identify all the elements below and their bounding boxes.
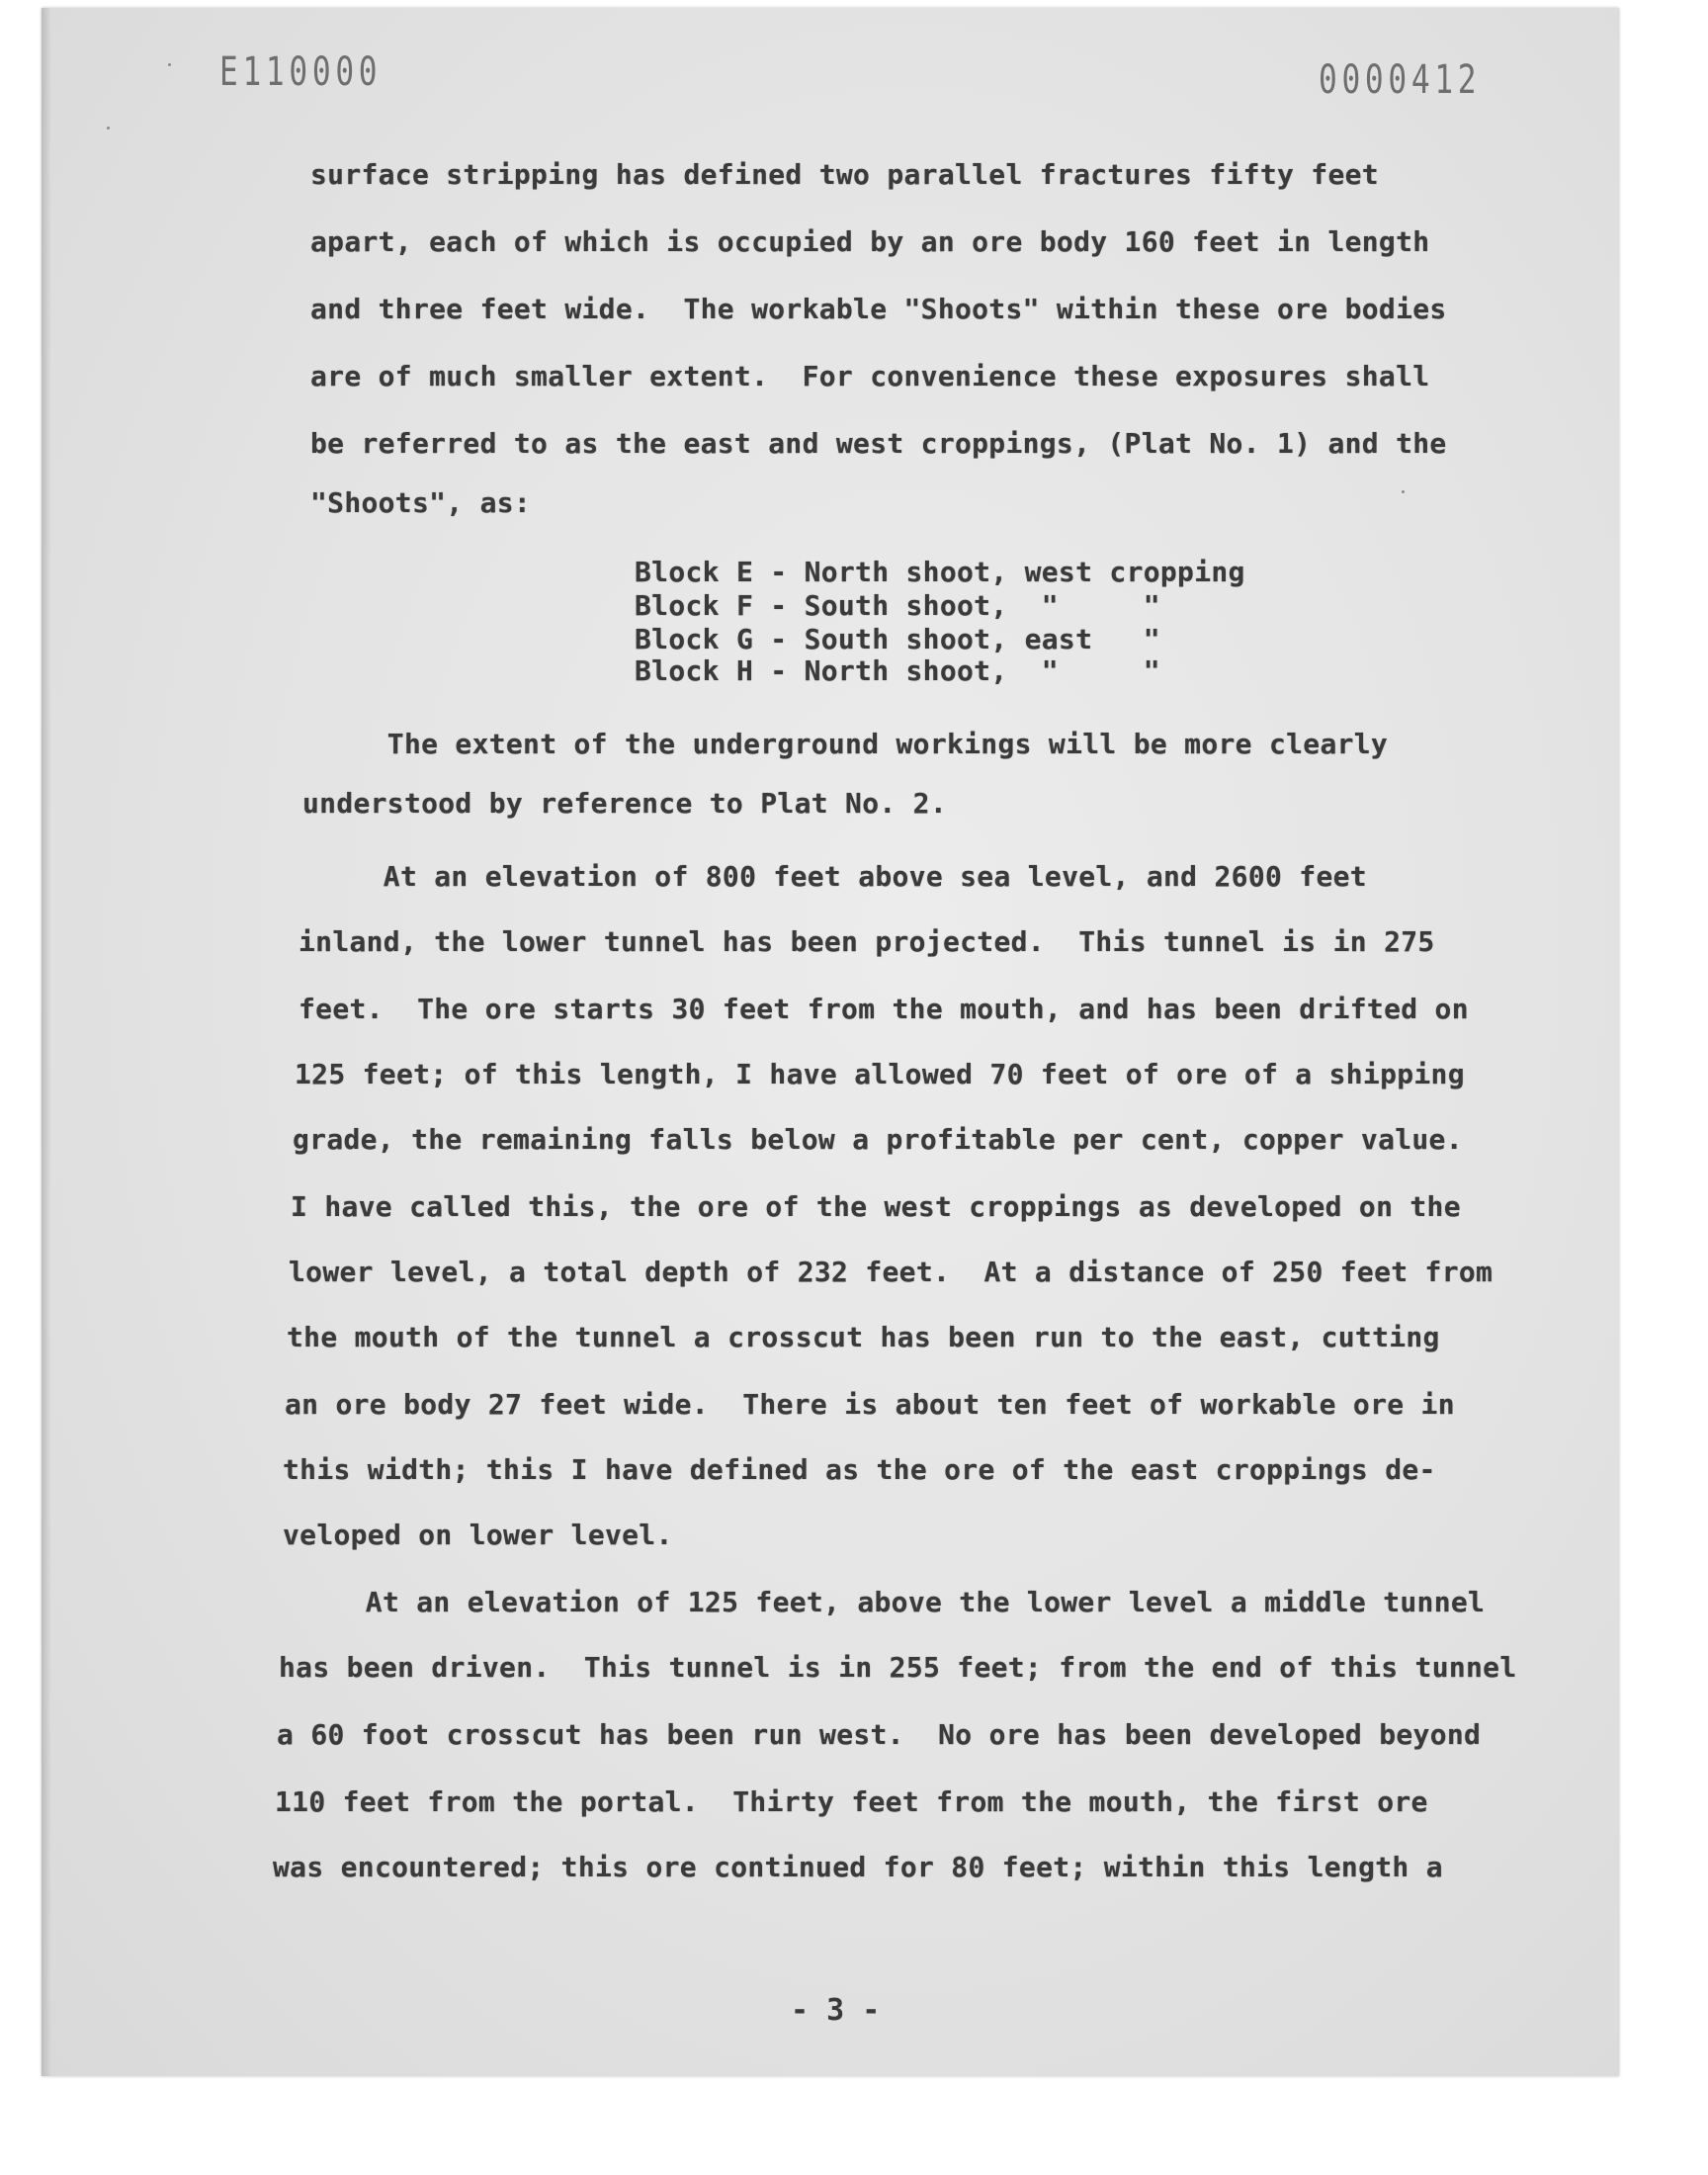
- text-line: this width; this I have defined as the ore of the east croppings de-: [283, 1453, 1436, 1486]
- text-line: a 60 foot crosscut has been run west. No ore has been developed beyond: [277, 1718, 1482, 1751]
- text-line: apart, each of which is occupied by an ore body 160 feet in length: [310, 225, 1430, 258]
- text-line: inland, the lower tunnel has been projected. This tunnel is in 275: [299, 925, 1435, 958]
- text-line: grade, the remaining falls below a profitable per cent, copper value.: [293, 1123, 1463, 1156]
- text-line: lower level, a total depth of 232 feet. At a distance of 250 feet from: [289, 1256, 1494, 1288]
- block-list-item: Block G - South shoot, east ": [635, 623, 1160, 655]
- text-line: are of much smaller extent. For convenience these exposures shall: [310, 360, 1430, 392]
- block-list-item: Block H - North shoot, " ": [635, 654, 1160, 687]
- text-line: 110 feet from the portal. Thirty feet from the mouth, the first ore: [275, 1785, 1428, 1818]
- block-list-item: Block E - North shoot, west cropping: [635, 556, 1245, 588]
- document-stamp-right: 0000412: [1319, 57, 1482, 103]
- scan-speck: [168, 63, 171, 66]
- text-line: the mouth of the tunnel a crosscut has been run to the east, cutting: [287, 1321, 1440, 1353]
- text-line: has been driven. This tunnel is in 255 feet; from the end of this tunnel: [279, 1651, 1517, 1684]
- text-line: and three feet wide. The workable "Shoots" within these ore bodies: [310, 293, 1447, 325]
- scan-speck: [1402, 490, 1405, 493]
- text-line: 125 feet; of this length, I have allowed 70 feet of ore of a shipping: [295, 1058, 1465, 1090]
- page-number: - 3 -: [791, 1993, 881, 2028]
- scan-speck: [107, 127, 110, 130]
- text-line: I have called this, the ore of the west croppings as developed on the: [291, 1190, 1461, 1223]
- text-line: veloped on lower level.: [283, 1519, 673, 1551]
- page-edge-shadow: [42, 8, 51, 2076]
- document-stamp-left: E110000: [219, 49, 383, 95]
- text-line: At an elevation of 800 feet above sea level, and 2600 feet: [299, 860, 1367, 893]
- text-line: be referred to as the east and west croppings, (Plat No. 1) and the: [310, 427, 1447, 460]
- text-line: was encountered; this ore continued for 80 feet; within this length a: [273, 1851, 1443, 1883]
- text-line: understood by reference to Plat No. 2.: [302, 787, 947, 820]
- scan-margin: [0, 2084, 1708, 2175]
- text-line: The extent of the underground workings will be more clearly: [302, 728, 1389, 760]
- text-line: an ore body 27 feet wide. There is about ten feet of workable ore in: [285, 1388, 1455, 1421]
- text-line: feet. The ore starts 30 feet from the mouth, and has been drifted on: [299, 993, 1469, 1025]
- text-line: surface stripping has defined two parallel fractures fifty feet: [310, 158, 1379, 191]
- text-line: "Shoots", as:: [310, 486, 532, 519]
- text-line: At an elevation of 125 feet, above the lower level a middle tunnel: [281, 1586, 1486, 1618]
- block-list-item: Block F - South shoot, " ": [635, 589, 1160, 622]
